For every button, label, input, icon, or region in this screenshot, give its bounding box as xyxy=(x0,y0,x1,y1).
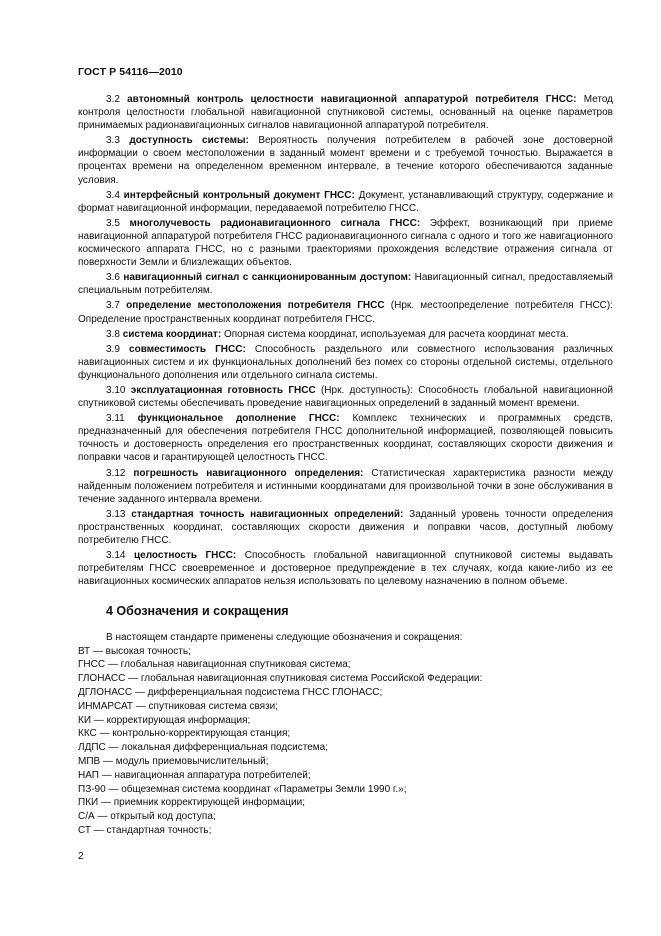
definition-text: Эффект, возникающий при приеме навигационной аппаратурой потребителя ГНСС радионавигационного сигнала с одного и того же навигационного космического аппарата ГНСС, но с разными траекториями прохождения вследствие отражения сигнала от поверхности Земли и близлежащих объектов. xyxy=(78,217,613,269)
section-intro: В настоящем стандарте применены следующие обозначения и сокращения: xyxy=(106,632,463,644)
definition-term: функциональное дополнение ГНСС: xyxy=(137,413,340,425)
abbreviation-item: ДГЛОНАСС — дифференциальная подсистема ГНСС ГЛОНАСС; xyxy=(78,686,383,698)
abbreviation-item: ЛДПС — локальная дифференциальная подсистема; xyxy=(78,742,328,754)
definition-paragraph xyxy=(78,328,613,341)
abbreviation-item: СТ — стандартная точность; xyxy=(78,824,212,836)
definition-term: стандартная точность навигационных определений: xyxy=(131,508,404,520)
definition-text: Метод контроля целостности глобальной навигационной спутниковой системы, основанный на оценке параметров принимаемых радионавигационных сигналов навигационной аппаратурой потребителя. xyxy=(78,94,614,132)
definition-number: 3.2 xyxy=(106,94,120,105)
definition-term: целостность ГНСС: xyxy=(134,550,237,562)
definition-paragraph xyxy=(78,299,613,325)
definition-paragraph xyxy=(78,412,613,464)
definition-paragraph xyxy=(78,217,613,269)
definition-number: 3.10 xyxy=(106,384,126,396)
definition-paragraph xyxy=(78,189,613,215)
abbreviations-list xyxy=(78,645,613,838)
definition-text: Способность глобальной навигационной спутниковой системы выдавать потребителям ГНСС своевременное и достоверное предупреждение в тех случаях, когда какие-либо из ее навигационных космических аппаратов нельзя использовать по целевому назначению в полном объеме. xyxy=(78,550,613,588)
definition-number: 3.12 xyxy=(106,467,126,479)
definition-text: Опорная система координат, используемая для расчета координат места. xyxy=(223,328,569,340)
definition-term: интерфейсный контрольный документ ГНСС: xyxy=(123,189,355,201)
definition-number: 3.14 xyxy=(106,550,126,562)
document-body xyxy=(78,93,613,838)
abbreviation-item: КИ — корректирующая информация; xyxy=(78,714,251,726)
page-number: 2 xyxy=(78,851,84,862)
definition-paragraph xyxy=(78,271,613,297)
definition-term: погрешность навигационного определения: xyxy=(133,467,364,479)
definition-paragraph xyxy=(78,384,613,410)
definition-text: Навигационный сигнал, предоставляемый специальным потребителям. xyxy=(78,272,614,297)
section-title: 4 Обозначения и сокращения xyxy=(106,604,289,619)
abbreviation-item: ПЗ-90 — общеземная система координат «Параметры Земли 1990 г.»; xyxy=(78,783,407,795)
definition-text: Вероятность получения потребителем в рабочей зоне достоверной информации о своем местоположении в заданный момент времени и с требуемой точностью. Выражается в процентах времени на определенном временном интервале, в течение которого обеспечиваются заданные условия. xyxy=(78,135,614,186)
abbreviation-item: НАП — навигационная аппаратура потребителей; xyxy=(78,769,311,781)
definition-text: Способность раздельного или совместного использования различных навигационных систем и их функциональных дополнений без помех со стороны отдельной системы, отдельного функционального дополнения или отдельного сигнала системы. xyxy=(78,343,614,381)
definition-term: навигационный сигнал с санкционированным доступом: xyxy=(123,272,412,284)
definition-term: система координат: xyxy=(122,328,222,340)
definition-text: Документ, устанавливающий структуру, содержание и формат навигационной информации, передаваемой потребителю ГНСС. xyxy=(78,189,613,214)
definition-number: 3.4 xyxy=(106,189,120,201)
definition-text: Комплекс технических и программных средств, предназначенный для обеспечения потребителя ГНСС дополнительной информацией, позволяющей повысить точность и достоверность определения его пространственных координат, составляющих скорости движения и поправки часов и гарантирующей целостность ГНСС. xyxy=(78,413,614,464)
abbreviation-item: ККС — контрольно-корректирующая станция; xyxy=(78,728,291,740)
definition-number: 3.11 xyxy=(106,413,125,425)
definition-number: 3.5 xyxy=(106,217,120,229)
definition-paragraph xyxy=(78,93,613,132)
abbreviation-item: ГЛОНАСС — глобальная навигационная спутниковая система Российской Федерации: xyxy=(78,673,483,685)
definition-paragraph xyxy=(78,508,613,547)
definition-paragraph xyxy=(78,549,613,588)
abbreviation-item: МПВ — модуль приемовычислительный; xyxy=(78,755,269,767)
definition-text: Заданный уровень точности определения пространственных координат, составляющих скорости движения и поправки часов, доступный любому потребителю ГНСС. xyxy=(78,508,613,546)
definition-term: автономный контроль целостности навигационной аппаратурой потребителя ГНСС: xyxy=(127,94,577,105)
abbreviation-item: С/А — открытый код доступа; xyxy=(78,811,216,823)
definition-term: эксплуатационная готовность ГНСС xyxy=(130,384,316,396)
abbreviation-item: ГНСС — глобальная навигационная спутниковая система; xyxy=(78,659,351,671)
definition-number: 3.7 xyxy=(106,300,120,312)
definitions-list xyxy=(78,93,613,588)
abbreviation-item: ИНМАРСАТ — спутниковая система связи; xyxy=(78,700,279,712)
abbreviation-item: ВТ — высокая точность; xyxy=(78,645,191,657)
definition-paragraph xyxy=(78,343,613,382)
definition-term: доступность системы: xyxy=(129,135,249,147)
definition-number: 3.8 xyxy=(106,328,120,340)
definition-text: (Нрк. местоопределение потребителя ГНСС): Определение пространственных координат потребителя ГНСС. xyxy=(78,300,613,325)
abbreviation-item: ПКИ — приемник корректирующей информации; xyxy=(78,797,305,809)
definition-term: определение местоположения потребителя ГНСС xyxy=(126,300,385,312)
definition-term: совместимость ГНСС: xyxy=(129,343,246,355)
definition-number: 3.9 xyxy=(106,343,120,355)
definition-term: многолучевость радионавигационного сигнала ГНСС: xyxy=(129,217,421,229)
definition-text: Статистическая характеристика разности между найденным положением потребителя и истинными координатами для произвольной точки в зоне обслуживания в течение заданного интервала времени. xyxy=(78,467,614,505)
document-header: ГОСТ Р 54116—2010 xyxy=(78,66,183,78)
definition-paragraph xyxy=(78,134,613,186)
definition-paragraph xyxy=(78,467,613,506)
definition-number: 3.3 xyxy=(106,135,120,147)
definition-number: 3.6 xyxy=(106,272,120,284)
definition-number: 3.13 xyxy=(106,508,126,520)
definition-text: (Нрк. доступность): Способность глобальной навигационной спутниковой системы обеспечивать проведение навигационных определений в заданный момент времени. xyxy=(78,384,613,410)
